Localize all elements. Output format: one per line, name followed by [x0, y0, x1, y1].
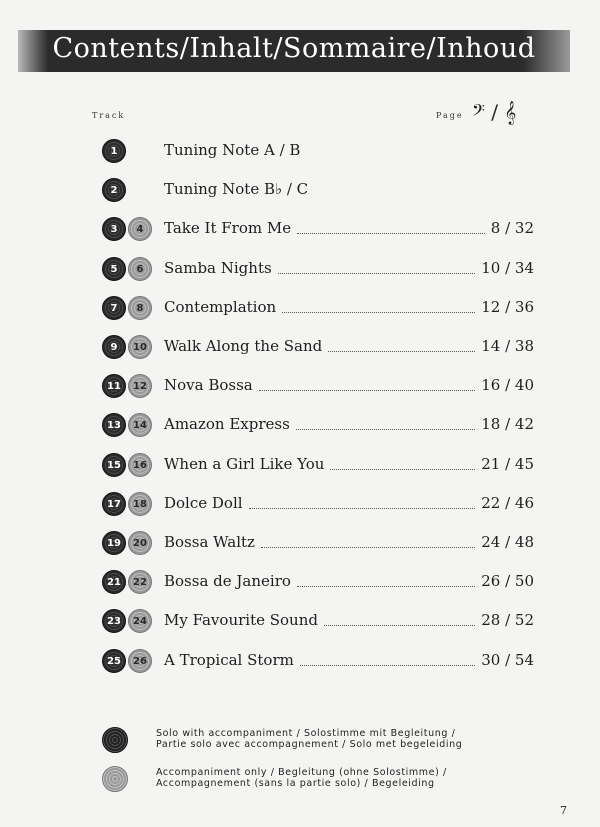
song-title: Contemplation: [164, 298, 277, 316]
dot-leader: [249, 492, 475, 509]
page-numbers: 22 / 46: [481, 494, 534, 512]
page-title: Contents/Inhalt/Sommaire/Inhoud: [52, 33, 536, 64]
legend-acc-text: [156, 767, 576, 789]
solo-track-number: 17: [102, 492, 126, 516]
song-title: Tuning Note B♭ / C: [164, 180, 309, 198]
page-numbers: 30 / 54: [481, 651, 534, 669]
legend-acc-line: Accompagnement (sans la partie solo) / Begeleiding: [156, 778, 435, 789]
accompaniment-track-number: 4: [128, 217, 152, 241]
dot-leader: [278, 257, 475, 274]
table-row: [0, 296, 600, 324]
legend-solo-text: [156, 728, 576, 750]
song-title: A Tropical Storm: [164, 651, 294, 669]
page-numbers: 8 / 32: [490, 219, 534, 237]
page-numbers: 12 / 36: [481, 298, 534, 316]
page-numbers: 14 / 38: [481, 337, 534, 355]
legend-acc-line: Accompaniment only / Begleitung (ohne Solostimme) /: [156, 767, 447, 778]
solo-track-number: 21: [102, 570, 126, 594]
page-numbers: 18 / 42: [481, 415, 534, 433]
solo-track-number: 11: [102, 374, 126, 398]
solo-track-number: 2: [102, 178, 126, 202]
clef-icon: 𝄢 / 𝄞: [472, 100, 517, 124]
solo-track-number: 13: [102, 413, 126, 437]
page-number: 7: [560, 804, 567, 817]
accompaniment-track-number: 16: [128, 453, 152, 477]
song-title: Walk Along the Sand: [164, 337, 323, 355]
solo-track-number: 9: [102, 335, 126, 359]
page-numbers: 10 / 34: [481, 259, 534, 277]
solo-track-number: 1: [102, 139, 126, 163]
solo-track-number: 23: [102, 609, 126, 633]
dot-leader: [261, 531, 475, 548]
song-title: Bossa Waltz: [164, 533, 255, 551]
song-title: Bossa de Janeiro: [164, 572, 291, 590]
dot-leader: [324, 609, 475, 626]
accompaniment-track-number: 14: [128, 413, 152, 437]
table-row: [0, 257, 600, 285]
table-row: [0, 413, 600, 441]
song-title: Dolce Doll: [164, 494, 243, 512]
dot-leader: [300, 649, 475, 666]
track-column-label: Track: [92, 111, 126, 120]
legend-solo-line: Partie solo avec accompagnement / Solo met begeleiding: [156, 739, 463, 750]
accompaniment-track-number: 12: [128, 374, 152, 398]
accompaniment-track-number: 22: [128, 570, 152, 594]
accompaniment-track-number: 24: [128, 609, 152, 633]
song-title: Amazon Express: [164, 415, 290, 433]
legend-solo-line: Solo with accompaniment / Solostimme mit Begleitung /: [156, 728, 456, 739]
header-bar: [18, 30, 570, 72]
solo-track-number: 5: [102, 257, 126, 281]
dot-leader: [296, 413, 475, 430]
page-numbers: 28 / 52: [481, 611, 534, 629]
accompaniment-track-number: 10: [128, 335, 152, 359]
accompaniment-track-number: 8: [128, 296, 152, 320]
solo-track-number: 3: [102, 217, 126, 241]
table-row: [0, 374, 600, 402]
page-numbers: 26 / 50: [481, 572, 534, 590]
solo-cd-icon: [102, 727, 128, 753]
song-title: Take It From Me: [164, 219, 292, 237]
song-title: My Favourite Sound: [164, 611, 318, 629]
dot-leader: [330, 453, 475, 470]
accompaniment-cd-icon: [102, 766, 128, 792]
table-row: [0, 570, 600, 598]
page-column-label: Page: [436, 111, 464, 120]
dot-leader: [259, 374, 475, 391]
song-title: Tuning Note A / B: [164, 141, 301, 159]
accompaniment-track-number: 18: [128, 492, 152, 516]
accompaniment-track-number: 20: [128, 531, 152, 555]
dot-leader: [282, 296, 475, 313]
dot-leader: [328, 335, 475, 352]
page-numbers: 21 / 45: [481, 455, 534, 473]
table-row: [0, 492, 600, 520]
page-numbers: 16 / 40: [481, 376, 534, 394]
table-row: [0, 531, 600, 559]
solo-track-number: 15: [102, 453, 126, 477]
accompaniment-track-number: 26: [128, 649, 152, 673]
song-title: Samba Nights: [164, 259, 272, 277]
accompaniment-track-number: 6: [128, 257, 152, 281]
table-row: [0, 139, 600, 167]
solo-track-number: 19: [102, 531, 126, 555]
dot-leader: [297, 217, 485, 234]
page-numbers: 24 / 48: [481, 533, 534, 551]
table-row: [0, 649, 600, 677]
song-title: When a Girl Like You: [164, 455, 325, 473]
table-row: [0, 609, 600, 637]
table-row: [0, 335, 600, 363]
dot-leader: [297, 570, 475, 587]
table-row: [0, 453, 600, 481]
table-row: [0, 217, 600, 245]
song-title: Nova Bossa: [164, 376, 253, 394]
table-row: [0, 178, 600, 206]
solo-track-number: 7: [102, 296, 126, 320]
solo-track-number: 25: [102, 649, 126, 673]
